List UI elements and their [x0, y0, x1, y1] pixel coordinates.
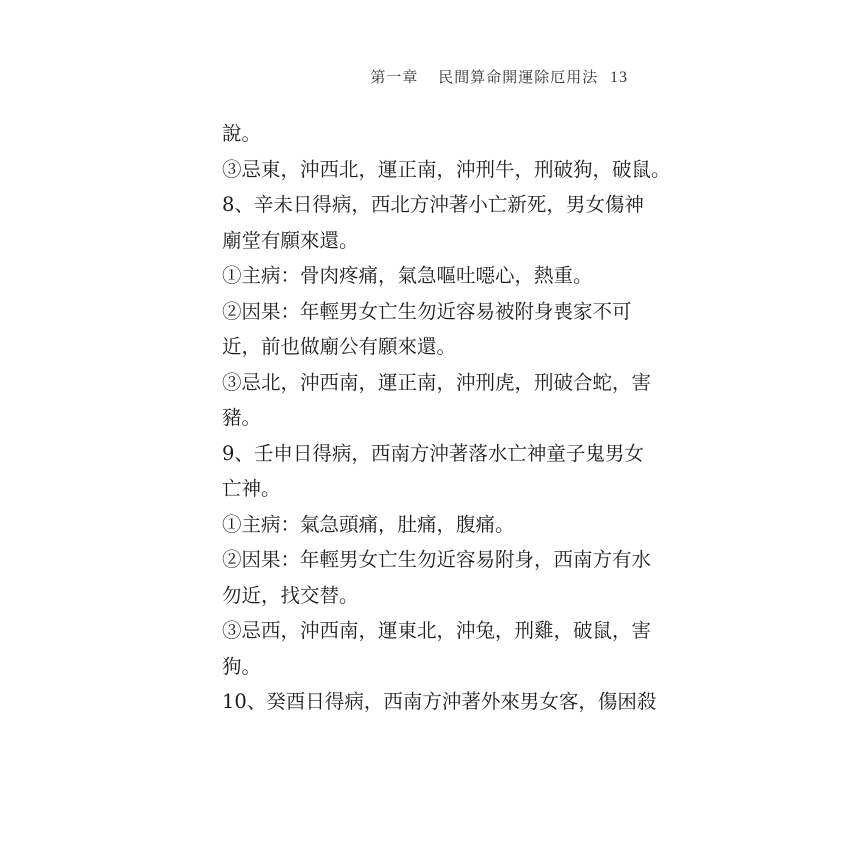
text-line: ③忌北，沖西南，運正南，沖刑虎，刑破合蛇，害: [222, 370, 652, 394]
text-line: ①主病：骨肉疼痛，氣急嘔吐噁心，熱重。: [222, 264, 593, 287]
text-line: ①主病：氣急頭痛，肚痛，腹痛。: [222, 512, 515, 536]
text-line: 說。: [222, 122, 262, 145]
text-line: 10、癸酉日得病，西南方沖著外來男女客，傷困殺: [222, 690, 657, 713]
text-line: ②因果：年輕男女亡生勿近容易附身，西南方有水: [222, 548, 652, 571]
text-line: 近，前也做廟公有願來還。: [222, 335, 457, 358]
text-line: 狗。: [222, 654, 262, 678]
text-line: 豬。: [222, 406, 262, 429]
text-line: 亡神。: [222, 477, 281, 500]
page-number: 13: [610, 69, 628, 86]
text-line: 9、壬申日得病，西南方沖著落水亡神童子鬼男女: [222, 441, 644, 465]
chapter-title: 民間算命開運除厄用法: [438, 68, 599, 86]
chapter-label: 第一章: [370, 68, 419, 86]
text-line: 廟堂有願來還。: [222, 228, 359, 252]
text-line: ②因果：年輕男女亡生勿近容易被附身喪家不可: [222, 299, 632, 323]
body-text: [222, 116, 671, 720]
text-line: 8、辛未日得病，西北方沖著小亡新死，男女傷神: [222, 193, 644, 216]
text-line: 勿近，找交替。: [222, 583, 359, 607]
running-header: [370, 66, 628, 87]
text-line: ③忌東，沖西北，運正南，沖刑牛，刑破狗，破鼠。: [222, 157, 671, 181]
text-line: ③忌西，沖西南，運東北，沖兔，刑雞，破鼠，害: [222, 619, 652, 642]
